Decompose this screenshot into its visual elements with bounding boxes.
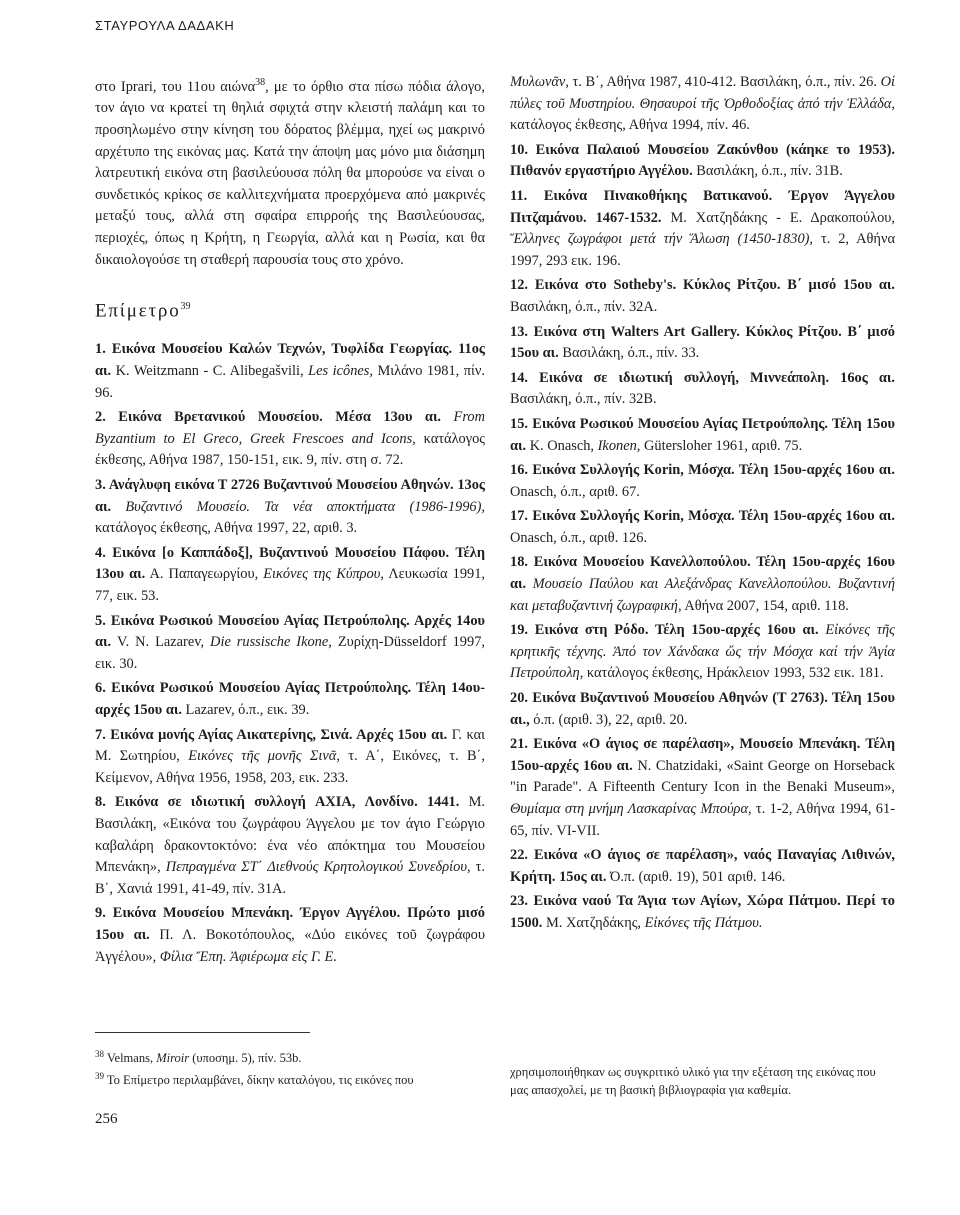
entry-title: Εικόνα Πινακοθήκης Βατικανού. Έργον Άγγελου Πιτζαμάνου. 1467-1532.	[510, 187, 895, 226]
entry-title: Εικόνα Βυζαντινού Μουσείου Αθηνών (Τ 2763). Τέλη 15ου αι.,	[510, 690, 895, 728]
catalogue-entry: 2. Εικόνα Βρετανικού Μουσείου. Μέσα 13ου αι. From Byzantium to El Greco, Greek Frescoes and Icons, κατάλογος έκθεσης, Αθήνα 1987, 150-151, εικ. 9, πίν. στη σ. 72.	[95, 409, 485, 469]
catalogue-entry: 16. Εικόνα Συλλογής Korin, Μόσχα. Τέλη 15ου-αρχές 16ου αι. Onasch, ό.π., αριθ. 67.	[510, 462, 895, 500]
entry-title: Εικόνα Μουσείου Κανελλοπούλου. Τέλη 15ου-αρχές 16ου αι.	[510, 554, 895, 593]
catalogue-entry: 9. Εικόνα Μουσείου Μπενάκη. Έργον Αγγέλου. Πρώτο μισό 15ου αι. Π. Λ. Βοκοτόπουλος, «Δύο εικόνες τοῦ ζωγράφου Ἀγγέλου», Φίλια Ἔπη. Ἀφιέρωμα εἰς Γ. Ε.	[95, 905, 485, 965]
catalogue-entry: Μυλωνᾶν, τ. Β΄, Αθήνα 1987, 410-412. Βασιλάκη, ό.π., πίν. 26. Οἱ πύλες τοῦ Μυστηρίου. Θησαυροί τῆς Ὀρθοδοξίας ἀπό τήν Ἑλλάδα, κατάλογος έκθεσης, Αθήνα 1994, πίν. 46.	[510, 74, 895, 134]
entry-title: Εικόνα Συλλογής Korin, Μόσχα. Τέλη 15ου-αρχές 16ου αι.	[532, 462, 895, 479]
entry-title: Εικόνα «Ο άγιος σε παρέλαση», Μουσείο Μπενάκη. Τέλη 15ου-αρχές 16ου αι.	[510, 736, 895, 774]
catalogue-entry: 21. Εικόνα «Ο άγιος σε παρέλαση», Μουσείο Μπενάκη. Τέλη 15ου-αρχές 16ου αι. N. Chatzidaki, «Saint George on Horseback "in Parade". A Fifteenth Century Icon in the Benaki Museum», Θυμίαμα στη μνήμη Λασκαρίνας Μπούρα, τ. 1-2, Αθήνα 1994, 61-65, πίν. VI-VII.	[510, 736, 895, 839]
entry-number: 10.	[510, 141, 536, 158]
entry-title: Εικόνα μονής Αγίας Αικατερίνης, Σινά. Αρχές 15ου αι.	[110, 726, 448, 743]
entry-number: 5.	[95, 612, 111, 629]
catalogue-entry: 5. Εικόνα Ρωσικού Μουσείου Αγίας Πετρούπολης. Αρχές 14ου αι. V. N. Lazarev, Die russische Ikone, Ζυρίχη-Düsseldorf 1997, εικ. 30.	[95, 612, 486, 672]
entry-number: 9.	[95, 905, 113, 922]
catalogue-entry: 1. Εικόνα Μουσείου Καλών Τεχνών, Τυφλίδα Γεωργίας. 11ος αι. K. Weitzmann - C. Alibegašvili, Les icônes, Μιλάνο 1981, πίν. 96.	[95, 341, 486, 401]
entry-title: Εικόνα Ρωσικού Μουσείου Αγίας Πετρούπολης. Τέλη 15ου αι.	[510, 415, 896, 454]
entry-title: Εικόνα στο Sotheby's. Κύκλος Ρίτζου. Β΄ μισό 15ου αι.	[534, 277, 895, 294]
entry-title: Εικόνα Παλαιού Μουσείου Ζακύνθου (κάηκε το 1953). Πιθανόν εργαστήριο Αγγέλου.	[510, 141, 895, 180]
entry-title: Εικόνα σε ιδιωτική συλλογή AXIA, Λονδίνο. 1441.	[115, 794, 460, 811]
entry-number: 19.	[510, 622, 535, 639]
catalogue-entry: 13. Εικόνα στη Walters Art Gallery. Κύκλος Ρίτζου. Β΄ μισό 15ου αι. Βασιλάκη, ό.π., πίν. 33.	[510, 323, 895, 362]
catalogue-entry: 19. Εικόνα στη Ρόδο. Τέλη 15ου-αρχές 16ου αι. Εἰκόνες τῆς κρητικῆς τέχνης. Ἀπό τον Χάνδακα ὥς τήν Μόσχα καί τήν Ἁγία Πετρούπολη, κατάλογος έκθεσης, Ηράκλειον 1993, 532 εικ. 181.	[510, 622, 895, 682]
entry-number: 23.	[510, 893, 534, 910]
footnote-ref-38[interactable]: 38	[255, 77, 266, 88]
entry-number: 6.	[95, 680, 112, 697]
entry-title: Εικόνα Συλλογής Korin, Μόσχα. Τέλη 15ου-αρχές 16ου αι.	[532, 508, 895, 525]
entry-title: Εικόνα [ο Καππάδοξ], Βυζαντινού Μουσείου Πάφου. Τέλη 13ου αι.	[95, 544, 485, 583]
entry-number: 16.	[510, 462, 533, 479]
catalogue-entry: 4. Εικόνα [ο Καππάδοξ], Βυζαντινού Μουσείου Πάφου. Τέλη 13ου αι. Α. Παπαγεωργίου, Εικόνες της Κύπρου, Λευκωσία 1991, 77, εικ. 53.	[95, 544, 486, 604]
entry-number: 20.	[510, 690, 533, 707]
catalogue-entry: 11. Εικόνα Πινακοθήκης Βατικανού. Έργον Άγγελου Πιτζαμάνου. 1467-1532. Μ. Χατζηδάκης - Ε. Δρακοπούλου, Ἕλληνες ζωγράφοι μετά τήν Ἅλωση (1450-1830), τ. 2, Αθήνα 1997, 293 εικ. 196.	[510, 187, 895, 269]
entry-number: 3.	[95, 477, 109, 494]
entry-title: Εικόνα Βρετανικού Μουσείου. Μέσα 13ου αι.	[118, 409, 442, 426]
entry-number: 2.	[95, 409, 119, 426]
entry-number: 12.	[510, 277, 535, 294]
catalogue-entry: 14. Εικόνα σε ιδιωτική συλλογή, Μιννεάπολη. 16ος αι. Βασιλάκη, ό.π., πίν. 32Β.	[510, 369, 895, 408]
footnotes-left	[95, 1045, 490, 1089]
entry-title: Εικόνα ναού Τα Άγια των Αγίων, Χώρα Πάτμου. Περί το 1500.	[510, 893, 895, 931]
catalogue-entry: 18. Εικόνα Μουσείου Κανελλοπούλου. Τέλη 15ου-αρχές 16ου αι. Μουσείο Παύλου και Αλεξάνδρας Κανελλοπούλου. Βυζαντινή και μεταβυζαντινή ζωγραφική, Αθήνα 2007, 154, αριθ. 118.	[510, 554, 895, 614]
entry-title: Εικόνα Μουσείου Καλών Τεχνών, Τυφλίδα Γεωργίας. 11ος αι.	[95, 341, 485, 380]
entry-title: Εικόνα Ρωσικού Μουσείου Αγίας Πετρούπολης. Τέλη 14ου-αρχές 15ου αι.	[95, 680, 486, 718]
catalogue-entry: 23. Εικόνα ναού Τα Άγια των Αγίων, Χώρα Πάτμου. Περί το 1500. Μ. Χατζηδάκης, Εἰκόνες τῆς Πάτμου.	[510, 893, 895, 931]
entry-number: 1.	[95, 341, 112, 358]
entry-number: 8.	[95, 794, 116, 811]
entry-number: 17.	[510, 508, 533, 525]
right-column	[510, 72, 895, 938]
section-heading: Επίμετρο$^{39}$	[95, 300, 191, 322]
footnote-38: $^{38}$ Velmans, Miroir (υποσημ. 5), πίν. 53b.	[95, 1049, 302, 1066]
intro-paragraph: στο Iprari, του 11ου αιώνα$^{38}$, με το όρθιο στα πίσω πόδια άλογο, τον άγιο να κρατεί τη θηλιά σφιχτά στην κλειστή παλάμη και το προσηλωμένο στην κίνηση του δόρατος βλέμμα, ηχεί ως μακρινό αρχέτυπο της εικόνας μας. Κατά την άποψη μας μόνο μια διάσημη λατρευτική εικόνα στη βασιλεύουσα πόλη θα μπορούσε να είναι ο συνδετικός κρίκος σε καλλιτεχνήματα προερχόμενα από μακρινές μεταξύ τους, αλλά στη σφαίρα επιρροής της Βασιλεύουσας, περιοχές, όπως η Κρήτη, η Γεωργία, αλλά και η Ρωσία, και θα δικαιολογούσε τη σταθερή παρουσία τους στο χρόνο.	[95, 77, 485, 268]
catalogue-entry: 7. Εικόνα μονής Αγίας Αικατερίνης, Σινά. Αρχές 15ου αι. Γ. και Μ. Σωτηρίου, Εικόνες τῆς μονῆς Σινᾶ, τ. Α΄, Εικόνες, τ. Β΄, Κείμενον, Αθήνα 1956, 1958, 203, εικ. 233.	[95, 726, 485, 786]
catalogue-entry: 12. Εικόνα στο Sotheby's. Κύκλος Ρίτζου. Β΄ μισό 15ου αι. Βασιλάκη, ό.π., πίν. 32Α.	[510, 277, 895, 315]
entry-number: 22.	[510, 847, 534, 864]
left-column	[95, 72, 485, 971]
catalogue-entry: 8. Εικόνα σε ιδιωτική συλλογή AXIA, Λονδίνο. 1441. Μ. Βασιλάκη, «Εικόνα του ζωγράφου Άγγελου με τον άγιο Γεώργιο καβαλάρη δρακοντοκτόνο: ένα νέο απόκτημα του Μουσείου Μπενάκη», Πεπραγμένα ΣΤ΄ Διεθνούς Κρητολογικού Συνεδρίου, τ. Β΄, Χανιά 1991, 41-49, πίν. 31Α.	[95, 794, 486, 897]
catalogue-entry: 10. Εικόνα Παλαιού Μουσείου Ζακύνθου (κάηκε το 1953). Πιθανόν εργαστήριο Αγγέλου. Βασιλάκη, ό.π., πίν. 31Β.	[510, 141, 895, 180]
footnote-rule	[95, 1032, 310, 1033]
footnote-39: $^{39}$ Το Επίμετρο περιλαμβάνει, δίκην καταλόγου, τις εικόνες που	[95, 1071, 414, 1088]
entry-number: 4.	[95, 544, 113, 561]
entry-number: 21.	[510, 736, 534, 753]
entry-title: Εικόνα σε ιδιωτική συλλογή, Μιννεάπολη. 16ος αι.	[539, 369, 895, 386]
entry-number: 7.	[95, 726, 111, 743]
catalogue-entry: 17. Εικόνα Συλλογής Korin, Μόσχα. Τέλη 15ου-αρχές 16ου αι. Onasch, ό.π., αριθ. 126.	[510, 508, 895, 546]
entry-number: 14.	[510, 369, 540, 386]
footnote-39-continued: χρησιμοποιήθηκαν ως συγκριτικό υλικό για την εξέταση της εικόνας που μας απασχολεί, με τη βασική βιβλιογραφία για καθεμία.	[510, 1065, 876, 1097]
entry-number: 13.	[510, 323, 534, 340]
entry-title: Εικόνα Ρωσικού Μουσείου Αγίας Πετρούπολης. Αρχές 14ου αι.	[95, 612, 486, 651]
entry-title: Εικόνα «Ο άγιος σε παρέλαση», ναός Παναγίας Λιθινών, Κρήτη. 15ος αι.	[510, 847, 895, 885]
entry-title: Εικόνα στη Ρόδο. Τέλη 15ου-αρχές 16ου αι.	[534, 622, 819, 639]
catalogue-list-left	[95, 339, 485, 968]
catalogue-entry: 22. Εικόνα «Ο άγιος σε παρέλαση», ναός Παναγίας Λιθινών, Κρήτη. 15ος αι. Ό.π. (αριθ. 19), 501 αριθ. 146.	[510, 847, 895, 885]
catalogue-entry: 6. Εικόνα Ρωσικού Μουσείου Αγίας Πετρούπολης. Τέλη 14ου-αρχές 15ου αι. Lazarev, ό.π., εικ. 39.	[95, 680, 486, 718]
entry-title: Εικόνα Μουσείου Μπενάκη. Έργον Αγγέλου. Πρώτο μισό 15ου αι.	[95, 905, 485, 943]
entry-number: 11.	[510, 187, 544, 204]
catalogue-entry: 15. Εικόνα Ρωσικού Μουσείου Αγίας Πετρούπολης. Τέλη 15ου αι. K. Onasch, Ikonen, Gütersloher 1961, αριθ. 75.	[510, 415, 896, 454]
catalogue-list-right	[510, 72, 895, 935]
footnote-ref-39[interactable]: 39	[180, 301, 191, 313]
entry-number: 15.	[510, 415, 533, 432]
catalogue-entry: 3. Ανάγλυφη εικόνα Τ 2726 Βυζαντινού Μουσείου Αθηνών. 13ος αι. Βυζαντινό Μουσείο. Τα νέα αποκτήματα (1986-1996), κατάλογος έκθεσης, Αθήνα 1997, 22, αριθ. 3.	[95, 477, 485, 537]
running-head: ΣΤΑΥΡΟΥΛΑ ΔΑΔΑΚΗ	[95, 18, 235, 33]
entry-title: Ανάγλυφη εικόνα Τ 2726 Βυζαντινού Μουσείου Αθηνών. 13ος αι.	[95, 477, 485, 515]
catalogue-entry: 20. Εικόνα Βυζαντινού Μουσείου Αθηνών (Τ 2763). Τέλη 15ου αι., ό.π. (αριθ. 3), 22, αριθ. 20.	[510, 690, 895, 728]
entry-title: Εικόνα στη Walters Art Gallery. Κύκλος Ρίτζου. Β΄ μισό 15ου αι.	[510, 323, 895, 362]
page-number: 256	[95, 1111, 118, 1127]
entry-number: 18.	[510, 554, 534, 571]
